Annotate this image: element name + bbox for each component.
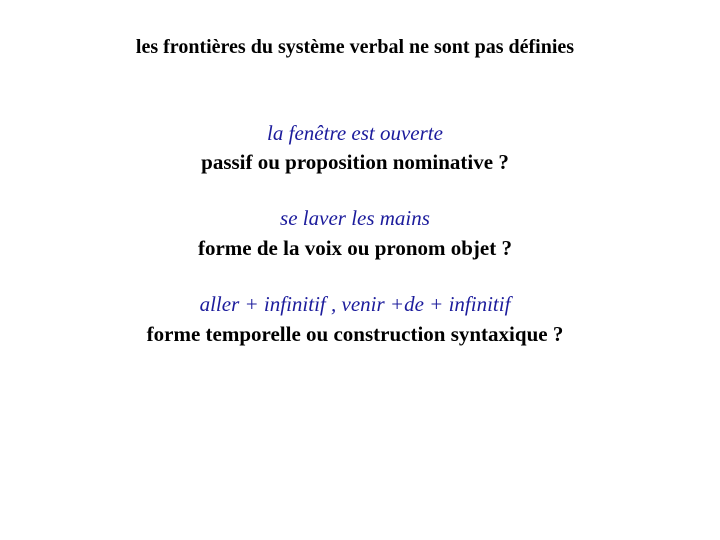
question-2: forme de la voix ou pronom objet ? bbox=[197, 236, 512, 260]
question-1: passif ou proposition nominative ? bbox=[201, 150, 509, 174]
slide-title: les frontières du système verbal ne sont pas définies bbox=[135, 36, 575, 58]
question-3: forme temporelle ou construction syntaxique ? bbox=[146, 322, 564, 346]
example-3: aller + infinitif , venir +de + infinitif bbox=[199, 292, 511, 316]
example-2: se laver les mains bbox=[280, 206, 430, 230]
example-1: la fenêtre est ouverte bbox=[267, 121, 443, 145]
